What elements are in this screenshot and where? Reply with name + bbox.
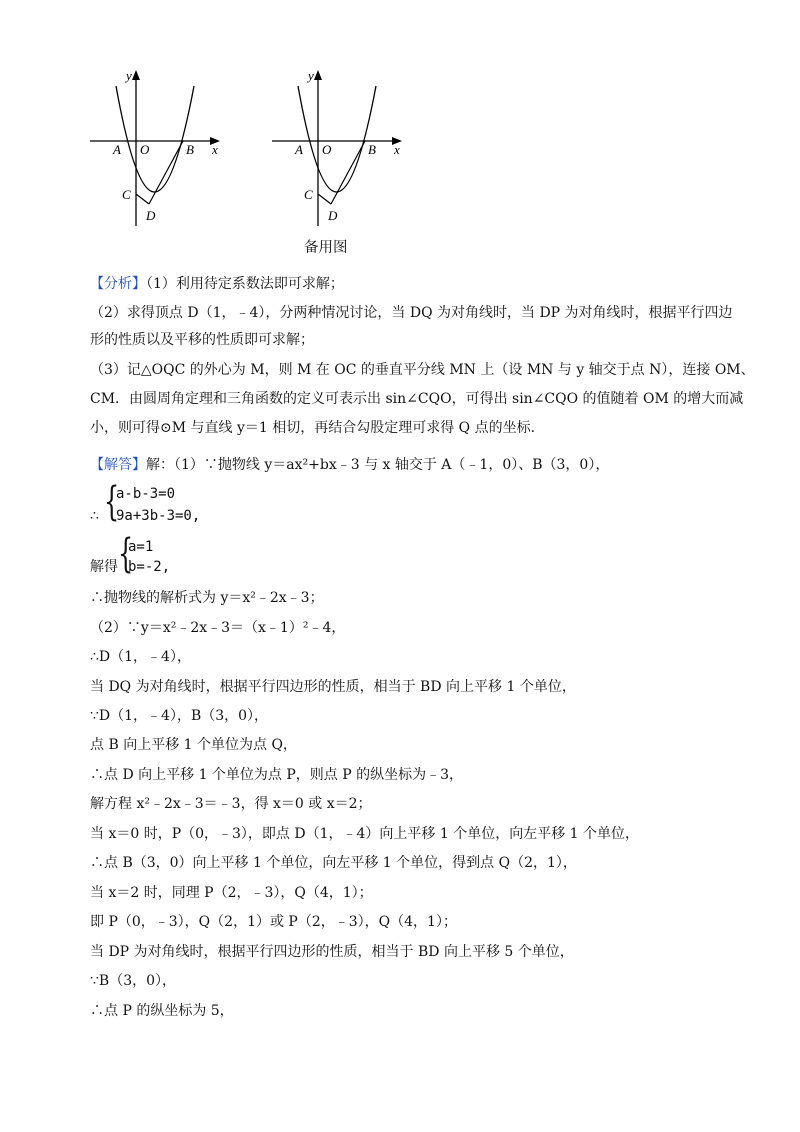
solution-line-9: 解方程 x²﹣2x﹣3＝﹣3，得 x＝0 或 x＝2； xyxy=(90,796,372,812)
analysis-line-4: （3）记△OQC 的外心为 M，则 M 在 OC 的垂直平分线 MN 上（设 MN 与 y 轴交于点 N），连接 OM、 xyxy=(90,362,755,378)
analysis-tag: 【分析】 xyxy=(90,276,146,292)
label-a: A xyxy=(113,142,121,157)
analysis-line-2: （2）求得顶点 D（1，﹣4），分两种情况讨论，当 DQ 为对角线时，当 DP 为对角线时，根据平行四边 xyxy=(90,305,733,321)
solution-line-13: 即 P（0，﹣3），Q（2，1）或 P（2，﹣3），Q（4，1）； xyxy=(90,914,457,930)
label-x: x xyxy=(212,142,218,157)
solution-line-8: ∴点 D 向上平移 1 个单位为点 P，则点 P 的纵坐标为﹣3， xyxy=(90,767,464,783)
label-d: D xyxy=(328,208,338,223)
solution-tag: 【解答】 xyxy=(90,457,146,473)
system1-eq2: 9a+3b-3=0, xyxy=(116,508,201,524)
label-x: x xyxy=(394,142,400,157)
analysis-text: （1）利用待定系数法即可求解； xyxy=(146,276,344,292)
solution-line-14: 当 DP 为对角线时，根据平行四边形的性质，相当于 BD 向上平移 5 个单位， xyxy=(90,944,574,960)
solution-line-5: 当 DQ 为对角线时，根据平行四边形的性质，相当于 BD 向上平移 1 个单位， xyxy=(90,679,576,695)
solution-first: 解：（1）∵抛物线 y＝ax²+bx﹣3 与 x 轴交于 A（﹣1，0）、B（3，0）， xyxy=(146,457,610,473)
label-o: O xyxy=(322,142,332,157)
therefore-symbol: ∴ xyxy=(90,508,99,524)
solution-line-11: ∴点 B（3，0）向上平移 1 个单位，向左平移 1 个单位，得到点 Q（2，1）， xyxy=(90,855,577,871)
system1-brace: { xyxy=(104,479,120,525)
label-b: B xyxy=(186,142,194,157)
system2-eq1: a=1 xyxy=(128,539,154,555)
parabola-curve xyxy=(116,86,194,192)
solve-prefix: 解得 xyxy=(90,559,118,575)
analysis-line-6: 小，则可得⊙M 与直线 y＝1 相切，再结合勾股定理可求得 Q 点的坐标． xyxy=(90,420,545,436)
parabola-curve xyxy=(298,86,376,192)
label-c: C xyxy=(122,187,131,202)
y-axis-arrow xyxy=(132,70,140,80)
label-o: O xyxy=(140,142,150,157)
solution-line-16: ∴点 P 的纵坐标为 5， xyxy=(90,1003,234,1019)
segment-db xyxy=(149,141,183,204)
parabola-figure-2 xyxy=(262,66,412,232)
system2-brace: { xyxy=(118,531,134,577)
analysis-line-5: CM．由圆周角定理和三角函数的定义可表示出 sin∠CQO，可得出 sin∠CQO 的值随着 OM 的增大而减 xyxy=(90,391,744,407)
system1-eq1: a-b-3=0 xyxy=(116,486,176,502)
segment-cd xyxy=(136,194,149,204)
analysis-line-1 xyxy=(90,275,344,293)
solution-line-4: ∴D（1，﹣4）， xyxy=(90,649,191,665)
system2-eq2: b=-2, xyxy=(128,559,171,575)
solution-line-6: ∵D（1，﹣4），B（3，0）， xyxy=(90,708,269,724)
solution-line-3: （2）∵y＝x²﹣2x﹣3＝（x﹣1）²﹣4， xyxy=(90,620,346,636)
y-axis-arrow xyxy=(314,70,322,80)
label-d: D xyxy=(146,208,156,223)
label-y: y xyxy=(126,68,132,83)
solution-line-15: ∵B（3，0）， xyxy=(90,973,177,989)
solution-line-10: 当 x＝0 时，P（0，﹣3），即点 D（1，﹣4）向上平移 1 个单位，向左平移 1 个单位， xyxy=(90,826,640,842)
label-c: C xyxy=(304,187,313,202)
parabola-figure-1 xyxy=(80,66,230,232)
analysis-line-3: 形的性质以及平移的性质即可求解； xyxy=(90,332,314,348)
solution-line-12: 当 x＝2 时，同理 P（2，﹣3），Q（4，1）； xyxy=(90,885,373,901)
solution-line-7: 点 B 向上平移 1 个单位为点 Q， xyxy=(90,737,297,753)
segment-cd xyxy=(318,194,331,204)
label-b: B xyxy=(368,142,376,157)
figure-caption: 备用图 xyxy=(304,240,348,256)
segment-db xyxy=(331,141,365,204)
solution-line-1 xyxy=(90,456,609,474)
solution-line-2: ∴抛物线的解析式为 y＝x²﹣2x﹣3； xyxy=(90,590,324,606)
label-a: A xyxy=(295,142,303,157)
label-y: y xyxy=(308,68,314,83)
